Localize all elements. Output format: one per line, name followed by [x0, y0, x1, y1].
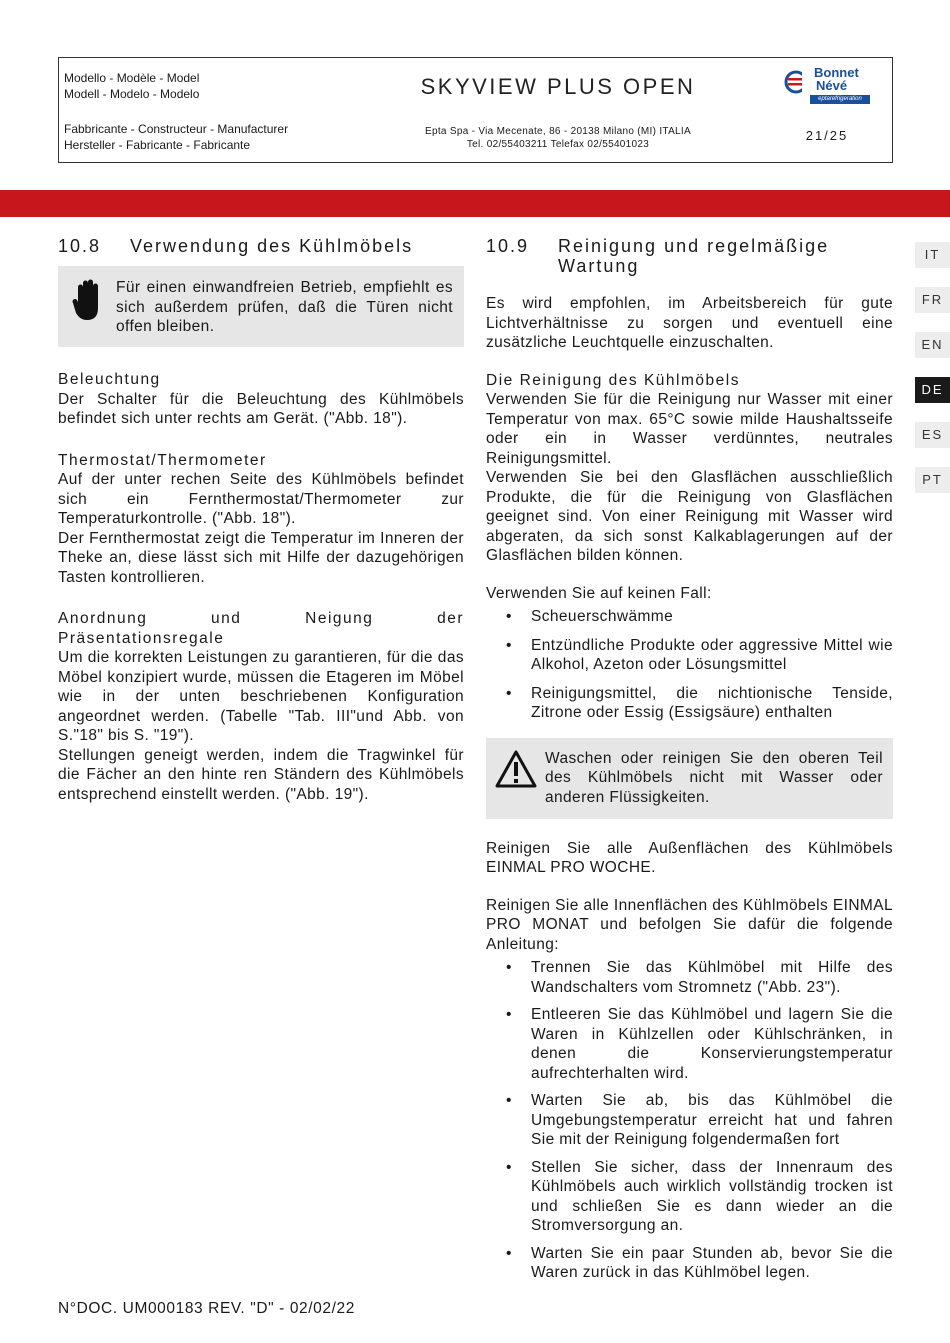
left-column	[58, 236, 464, 804]
list-item: • Warten Sie ab, bis das Kühlmöbel die Umgebungstemperatur erreicht hat und fahren Sie mit der Reinigung folgendermaßen fort	[486, 1091, 893, 1150]
list-item: • Scheuerschwämme	[486, 607, 893, 627]
page-number: 21/25	[805, 128, 849, 143]
address-line1: Epta Spa - Via Mecenate, 86 - 20138 Milano (MI) ITALIA	[425, 126, 691, 137]
section-heading-10-8	[58, 236, 464, 256]
lang-tab-it[interactable]: IT	[915, 242, 950, 268]
thermostat-heading: Thermostat/Thermometer	[58, 451, 267, 469]
list-item: • Entleeren Sie das Kühlmöbel und lagern Sie die Waren in Kühlzellen oder Kühlschränken, in denen die Konservierungstemperatur aufrechterhalten wird.	[486, 1005, 893, 1083]
address-cell	[354, 113, 762, 162]
lang-tab-pt[interactable]: PT	[915, 467, 950, 493]
model-label-line1: Modello - Modèle - Model	[64, 71, 200, 85]
section-title: Verwendung des Kühlmöbels	[130, 236, 414, 256]
warning-text: Waschen oder reinigen Sie den oberen Teil des Kühlmöbels nicht mit Wasser oder anderen Flüssigkeiten.	[545, 749, 883, 806]
cleaning-heading: Die Reinigung des Kühlmöbels	[486, 371, 740, 389]
logo-text-line2: Névé	[816, 78, 848, 93]
document-header	[58, 57, 893, 163]
product-title-cell	[354, 58, 762, 113]
list-item: • Reinigungsmittel, die nichtionische Tenside, Zitrone oder Essig (Essigsäure) enthalten	[486, 684, 893, 723]
thermostat-text-2: Der Fernthermostat zeigt die Temperatur im Inneren der Theke an, diese lässt sich mit Hilfe der dazugehörigen Tasten kontrollieren.	[58, 529, 464, 586]
manufacturer-label-line2: Hersteller - Fabricante - Fabricante	[64, 138, 251, 152]
shelves-heading-line2: Präsentationsregale	[58, 629, 225, 647]
model-label-line2: Modell - Modelo - Modelo	[64, 87, 200, 101]
section-heading-10-9	[486, 236, 893, 276]
section-title: Reinigung und regelmäßige Wartung	[558, 236, 830, 276]
shelves-text-1: Um die korrekten Leistungen zu garantieren, für die das Möbel konzipiert wurde, müssen die Etageren im Möbel wie in der unten beschriebenen Konfiguration angeordnet werden. (Tabelle "Tab. III"und Abb. von S."18" bis S. "19").	[58, 649, 464, 744]
logo-mark-icon	[784, 68, 810, 96]
logo-cell	[762, 58, 892, 113]
intro-text: Es wird empfohlen, im Arbeitsbereich für gute Lichtverhältnisse zu sorgen und eventuell eine zusätzliche Leuchtquelle einzuschalten.	[486, 295, 893, 351]
never-use-list	[486, 607, 893, 723]
page-number-cell	[762, 113, 892, 162]
logo-subtitle: eptarefrigeration	[810, 95, 870, 104]
note-text: Für einen einwandfreien Betrieb, empfiehlt es sich außerdem prüfen, daß die Türen nicht offen bleiben.	[116, 279, 453, 335]
list-item: • Entzündliche Produkte oder aggressive Mittel wie Alkohol, Azeton oder Lösungsmittel	[486, 636, 893, 675]
section-number: 10.9	[486, 236, 530, 256]
list-item: • Trennen Sie das Kühlmöbel mit Hilfe des Wandschalters vom Stromnetz ("Abb. 23").	[486, 958, 893, 997]
product-title: SKYVIEW PLUS OPEN	[420, 74, 696, 99]
logo-text-line1: Bonnet	[814, 65, 859, 80]
section-number: 10.8	[58, 236, 102, 256]
note-box	[58, 266, 464, 347]
warning-triangle-icon	[494, 749, 538, 789]
list-item: • Warten Sie ein paar Stunden ab, bevor Sie die Waren zurück in das Kühlmöbel legen.	[486, 1244, 893, 1283]
hand-stop-icon	[72, 278, 104, 322]
shelves-heading-line1: Anordnung und Neigung der	[58, 610, 464, 627]
cleaning-steps-list	[486, 958, 893, 1283]
document-footer: N°DOC. UM000183 REV. "D" - 02/02/22	[58, 1300, 355, 1317]
manufacturer-label-line1: Fabbricante - Constructeur - Manufacturer	[64, 122, 289, 136]
shelves-text-2: Stellungen geneigt werden, indem die Tragwinkel für die Fächer an den hinte ren Ständern des Kühlmöbels entsprechend einstellt werden. ("Abb. 19").	[58, 746, 464, 803]
right-column	[486, 236, 893, 1283]
never-use-label: Verwenden Sie auf keinen Fall:	[486, 584, 712, 602]
model-label-cell	[59, 58, 354, 113]
cleaning-text-1: Verwenden Sie für die Reinigung nur Wasser mit einer Temperatur von max. 65°C sowie milde Haushaltsseife oder ein in Wasser verdünntes, neutrales Reinigungsmittel.	[486, 391, 893, 467]
lang-tab-en[interactable]: EN	[915, 332, 950, 358]
lang-tab-de[interactable]: DE	[915, 377, 950, 403]
warning-box	[486, 738, 893, 819]
manufacturer-label-cell	[59, 113, 354, 162]
lang-tab-fr[interactable]: FR	[915, 287, 950, 313]
monthly-cleaning-text: Reinigen Sie alle Innenflächen des Kühlmöbels EINMAL PRO MONAT und befolgen Sie dafür die folgende Anleitung:	[486, 896, 893, 953]
thermostat-text-1: Auf der unter rechen Seite des Kühlmöbels befindet sich ein Fernthermostat/Thermometer zur Temperaturkontrolle. ("Abb. 18").	[58, 471, 464, 527]
bonnet-neve-logo	[784, 66, 874, 106]
lang-tab-es[interactable]: ES	[915, 422, 950, 448]
lighting-text: Der Schalter für die Beleuchtung des Kühlmöbels befindet sich unter rechts am Gerät. ("Abb. 18").	[58, 390, 464, 427]
red-divider-bar	[0, 190, 950, 217]
weekly-cleaning-text: Reinigen Sie alle Außenflächen des Kühlmöbels EINMAL PRO WOCHE.	[486, 839, 893, 876]
cleaning-text-2: Verwenden Sie bei den Glasflächen ausschließlich Produkte, die für die Reinigung von Glasflächen geeignet sind. Von einer Reinigung mit Wasser wird abgeraten, da sich sonst Kalkablagerungen auf der Glasflächen bilden können.	[486, 469, 893, 564]
address-line2: Tel. 02/55403211 Telefax 02/55401023	[466, 139, 650, 150]
lighting-heading: Beleuchtung	[58, 371, 161, 388]
list-item: • Stellen Sie sicher, dass der Innenraum des Kühlmöbels auch wirklich vollständig trocken ist und schließen Sie es dann wieder an die Stromversorgung an.	[486, 1158, 893, 1236]
